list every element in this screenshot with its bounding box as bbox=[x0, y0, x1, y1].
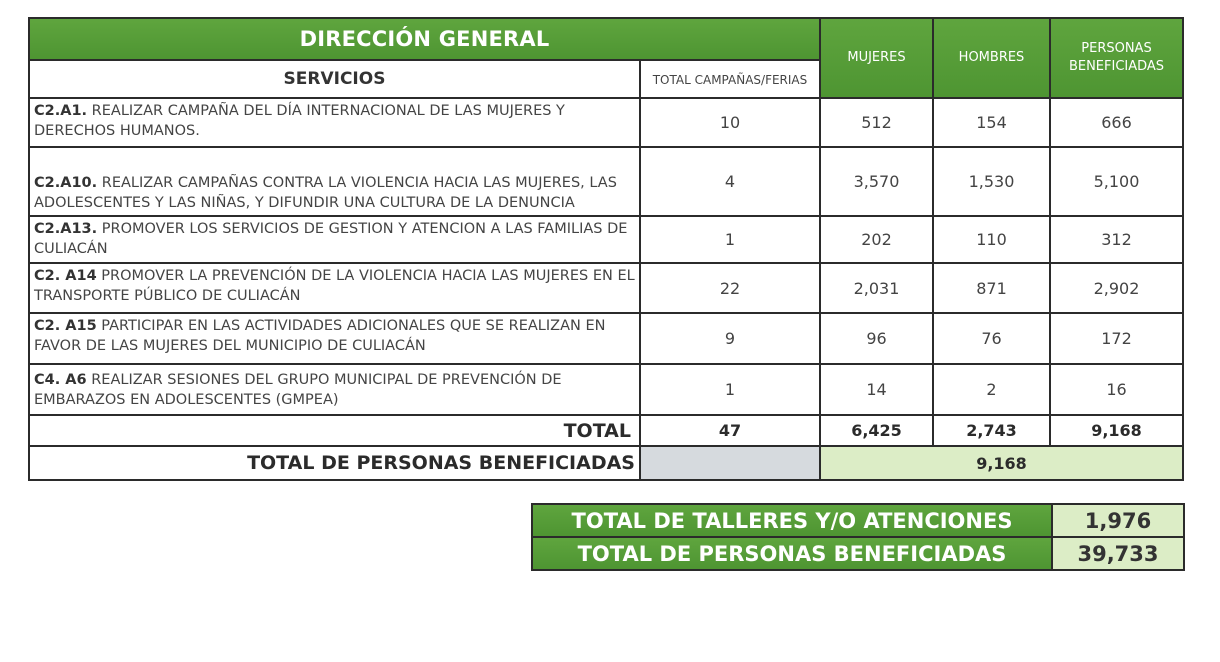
summary-label-personas: TOTAL DE PERSONAS BENEFICIADAS bbox=[532, 537, 1052, 570]
service-cell bbox=[29, 364, 640, 415]
total-hombres: 2,743 bbox=[933, 415, 1050, 446]
personas-cell: 172 bbox=[1050, 313, 1183, 364]
service-text: PARTICIPAR EN LAS ACTIVIDADES ADICIONALES QUE SE REALIZAN EN FAVOR DE LAS MUJERES DEL MUNICIPIO DE CULIACÁN bbox=[34, 318, 606, 354]
grand-total-empty-cell bbox=[640, 446, 820, 480]
service-cell bbox=[29, 98, 640, 147]
header-hombres: HOMBRES bbox=[933, 18, 1050, 98]
table-row bbox=[29, 147, 1183, 216]
table-row bbox=[29, 98, 1183, 147]
hombres-cell: 1,530 bbox=[933, 147, 1050, 216]
service-text: REALIZAR SESIONES DEL GRUPO MUNICIPAL DE PREVENCIÓN DE EMBARAZOS EN ADOLESCENTES (GMPEA) bbox=[34, 371, 562, 408]
table-row bbox=[29, 313, 1183, 364]
grand-total-value: 9,168 bbox=[820, 446, 1183, 480]
hombres-cell: 154 bbox=[933, 98, 1050, 147]
service-code: C2.A13. bbox=[34, 221, 98, 237]
mujeres-cell: 2,031 bbox=[820, 263, 933, 313]
mujeres-cell: 3,570 bbox=[820, 147, 933, 216]
table-row bbox=[29, 216, 1183, 263]
summary-label-talleres: TOTAL DE TALLERES Y/O ATENCIONES bbox=[532, 504, 1052, 537]
hombres-cell: 110 bbox=[933, 216, 1050, 263]
hombres-cell: 871 bbox=[933, 263, 1050, 313]
mujeres-cell: 14 bbox=[820, 364, 933, 415]
personas-cell: 16 bbox=[1050, 364, 1183, 415]
mujeres-cell: 512 bbox=[820, 98, 933, 147]
personas-cell: 666 bbox=[1050, 98, 1183, 147]
total-campanas: 47 bbox=[640, 415, 820, 446]
services-table bbox=[28, 17, 1184, 481]
service-cell bbox=[29, 263, 640, 313]
table-row bbox=[29, 364, 1183, 415]
campanas-cell: 4 bbox=[640, 147, 820, 216]
campanas-cell: 1 bbox=[640, 216, 820, 263]
total-label: TOTAL bbox=[29, 415, 640, 446]
total-personas: 9,168 bbox=[1050, 415, 1183, 446]
personas-cell: 2,902 bbox=[1050, 263, 1183, 313]
service-text: REALIZAR CAMPAÑAS CONTRA LA VIOLENCIA HACIA LAS MUJERES, LAS ADOLESCENTES Y LAS NIÑAS, Y DIFUNDIR UNA CULTURA DE LA DENUNCIA bbox=[34, 175, 617, 211]
total-mujeres: 6,425 bbox=[820, 415, 933, 446]
service-code: C2.A10. bbox=[34, 175, 98, 191]
service-code: C4. A6 bbox=[34, 371, 87, 388]
table-row bbox=[29, 263, 1183, 313]
summary-row bbox=[532, 537, 1184, 570]
campanas-cell: 22 bbox=[640, 263, 820, 313]
mujeres-cell: 202 bbox=[820, 216, 933, 263]
service-code: C2. A15 bbox=[34, 318, 97, 334]
grand-total-row bbox=[29, 446, 1183, 480]
table-title: DIRECCIÓN GENERAL bbox=[29, 18, 820, 60]
hombres-cell: 76 bbox=[933, 313, 1050, 364]
service-text: REALIZAR CAMPAÑA DEL DÍA INTERNACIONAL DE LAS MUJERES Y DERECHOS HUMANOS. bbox=[34, 103, 565, 139]
service-cell bbox=[29, 313, 640, 364]
summary-table bbox=[531, 503, 1185, 571]
grand-total-label: TOTAL DE PERSONAS BENEFICIADAS bbox=[29, 446, 640, 480]
header-personas-beneficiadas: PERSONAS BENEFICIADAS bbox=[1050, 18, 1183, 98]
summary-row bbox=[532, 504, 1184, 537]
header-total-campanas: TOTAL CAMPAÑAS/FERIAS bbox=[640, 60, 820, 98]
personas-cell: 5,100 bbox=[1050, 147, 1183, 216]
campanas-cell: 1 bbox=[640, 364, 820, 415]
personas-cell: 312 bbox=[1050, 216, 1183, 263]
service-cell bbox=[29, 216, 640, 263]
header-servicios: SERVICIOS bbox=[29, 60, 640, 98]
summary-value-talleres: 1,976 bbox=[1052, 504, 1184, 537]
total-row bbox=[29, 415, 1183, 446]
mujeres-cell: 96 bbox=[820, 313, 933, 364]
service-text: PROMOVER LA PREVENCIÓN DE LA VIOLENCIA HACIA LAS MUJERES EN EL TRANSPORTE PÚBLICO DE CULIACÁN bbox=[34, 268, 635, 304]
service-text: PROMOVER LOS SERVICIOS DE GESTION Y ATENCION A LAS FAMILIAS DE CULIACÁN bbox=[34, 221, 628, 257]
hombres-cell: 2 bbox=[933, 364, 1050, 415]
service-code: C2. A14 bbox=[34, 268, 97, 284]
header-mujeres: MUJERES bbox=[820, 18, 933, 98]
campanas-cell: 9 bbox=[640, 313, 820, 364]
summary-value-personas: 39,733 bbox=[1052, 537, 1184, 570]
service-code: C2.A1. bbox=[34, 103, 88, 119]
service-cell bbox=[29, 147, 640, 216]
campanas-cell: 10 bbox=[640, 98, 820, 147]
